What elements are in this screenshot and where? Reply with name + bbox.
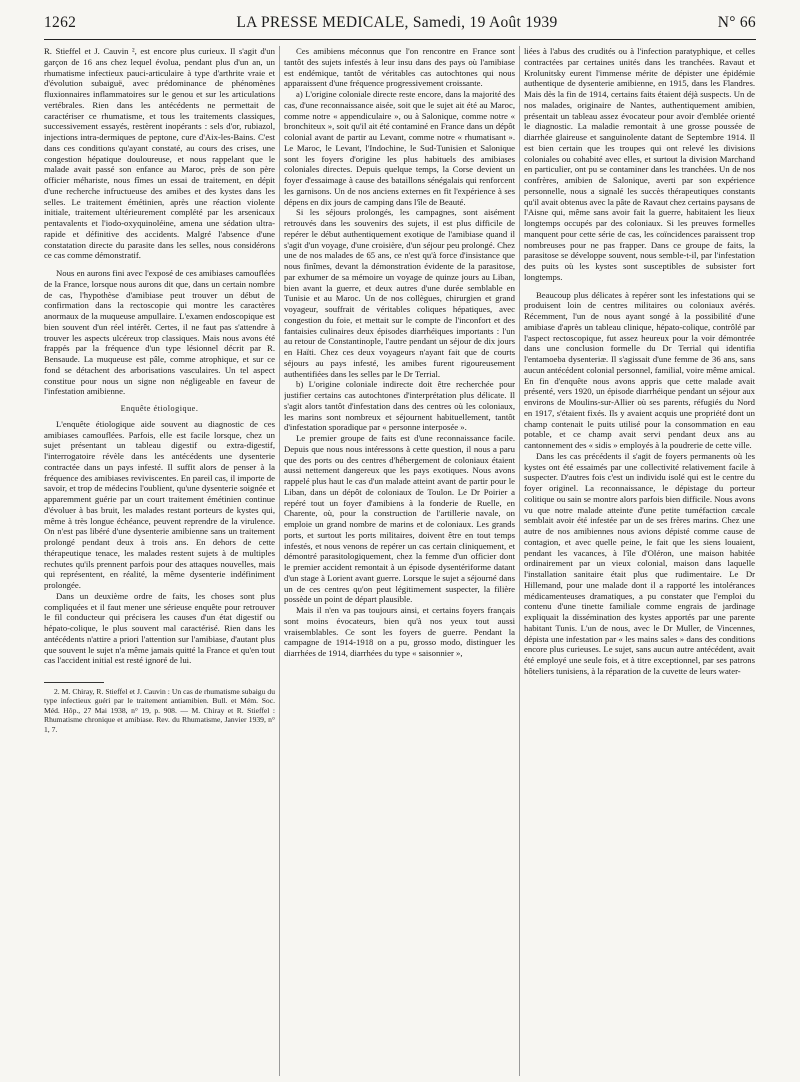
header-rule (44, 39, 756, 40)
column-1 (44, 46, 275, 1076)
column-divider (519, 46, 520, 1076)
paragraph: Mais il n'en va pas toujours ainsi, et certains foyers français sont moins évocateurs, bien qu'à nos yeux tout aussi vraisemblables. Ce sont les foyers de guerre. Pendant la campagne de 1914-1918 on a pu, grosso modo, distinguer les diarrhées de 1914, diarrhées du type « saisonnier », (284, 605, 515, 658)
paragraph: liées à l'abus des crudités ou à l'infection paratyphique, et celles contractées par certaines unités dans les tranchées. Ravaut et Krolunitsky eurent l'immense mérite de dépister une épidémie authentique de dysenterie amibienne, en 1915, dans les Flandres. Mais dès la fin de 1914, certains faits étaient déjà suspects. Un de nos malades, originaire de Nantes, authentiquement amibien, présentait un tableau assez évocateur pour avoir d'emblée orienté le diagnostic. La maladie remontait à une grosse poussée de diarrhée glaireuse et sanguinolente datant de Septembre 1914. Il est bien certain que les troupes qui ont relevé les divisions coloniales ou cohabité avec elles, et surtout la division Marchand en particulier, ont pu se contaminer dans les tranchées. Un de nos confrères, amibien de Salonique, averti par son expérience personnelle, nous a signalé les succès thérapeutiques constants qu'il avait obtenus avec la pâte de Ravaut chez certains paysans de l'Aisne qui, même sans avoir fait la guerre, habitaient les lieux longtemps occupés par des coloniaux. Si les preuves formelles manquent pour cette série de cas, les coïncidences paraissent trop nombreuses pour ne pas frapper. Dans ce groupe de faits, la parasitose se développe souvent, nous semble-t-il, par l'infestation des puits où les kystes sont susceptibles de subsister fort longtemps. (524, 46, 755, 282)
column-3 (524, 46, 755, 1076)
column-2 (284, 46, 515, 1076)
issue-number: N° 66 (717, 14, 756, 31)
footnote-separator (44, 682, 104, 683)
page-number: 1262 (44, 14, 77, 31)
paragraph: Dans les cas précédents il s'agit de foyers permanents où les kystes ont été essaimés par une collectivité relativement facile à suspecter. D'autres fois c'est un individu isolé qui est le centre du foyer originel. La reconnaissance, le dépistage du porteur colitique ou sain se montre alors parfois bien difficile. Nous avons vu que notre malade atteinte d'une petite tuméfaction cæcale semblait avoir été infestée par un de ses frères marins. Chez une autre de nos amibiennes nous avions dépisté comme cause de contagion, et avec quelle peine, le fait que les siens louaient, pendant les vacances, à l'île d'Oléron, une maison habitée ordinairement par un vieux colonial, maison dans laquelle l'installation sanitaire était plus que rudimentaire. Le Dr Hillemand, pour une malade dont il a rapporté les intolérances médicamenteuses dramatiques, a pu constater que l'emploi du contenu d'une tinette familiale comme engrais de jardinage expliquait la dissémination des kystes apportés par une parente habitant Tunis. L'un de nous, avec le Dr Muller, de Vincennes, dépista une infestation par « les mains sales » dans des conditions encore plus curieuses. Le sujet, sans aucun autre antécédent, avait été employé une seule fois, et à titre exceptionnel, par ses patrons hôteliers tunisiens, à la réparation de la cuvette de leurs water- (524, 450, 755, 676)
paragraph: Dans un deuxième ordre de faits, les choses sont plus compliquées et il faut mener une sérieuse enquête pour retrouver le fil conducteur qui précisera les causes d'un état digestif ou hépato-colique, le plus souvent mal caractérisé. Rien dans les antécédents n'attire a priori l'attention sur l'amibiase, d'autant plus que souvent le sujet n'a même jamais quitté la France et qu'en tout cas l'accident initial est resté ignoré de lui. (44, 590, 275, 666)
footnote: 2. M. Chiray, R. Stieffel et J. Cauvin : Un cas de rhumatisme subaigu du type infectieux guéri par le traitement antiamibien. Bull. et Mém. Soc. Méd. Hôp., 27 Mai 1938, n° 19, p. 908. — M. Chiray et R. Stieffel : Rhumatisme chronique et amibiase. Rev. du Rhumatisme, Janvier 1939, n° 1, 7. (44, 687, 275, 734)
column-divider (279, 46, 280, 1076)
paragraph: Nous en aurons fini avec l'exposé de ces amibiases camouflées de la France, lorsque nous aurons dit que, dans un certain nombre de cas, l'hypothèse d'amibiase peut trouver un début de confirmation dans la rectoscopie qui montre les caractères anormaux de la muqueuse ampullaire. L'examen endoscopique est bien souvent d'un réel intérêt. Certes, il ne faut pas s'attendre à trouver les aspects ulcéreux trop classiques. Mais nous avons été frappés par la fréquence d'un type lésionnel décrit par R. Bensaude. La muqueuse est pâle, comme atrophique, et sur ce fond se détachent des arborisations vasculaires. Un tel aspect constitue pour nous un signe non négligeable en faveur de l'infestation amibienne. (44, 268, 275, 397)
page-header (44, 14, 756, 38)
paragraph: Si les séjours prolongés, les campagnes, sont aisément retrouvés dans les souvenirs des sujets, il est plus difficile de repérer le début authentiquement exotique de l'amibiase quand il s'agit d'un voyage, d'une croisière, d'un séjour peu prolongé. Chez une de nos malades de 65 ans, ce n'est qu'à force d'insistance que nous finîmes, devant la démonstration évidente de la parasitose, par exhumer de sa mémoire un voyage de quinze jours au Liban, bien avant la guerre, et deux autres d'une durée semblable en Tunisie et au Maroc. Un de nos collègues, chirurgien et grand voyageur, souffrait de véritables coliques hépatiques, avec congestion du foie, et mettait sur le compte de l'inconfort et des fantaisies culinaires deux épisodes diarrhéiques importants : l'un au retour de Constantinople, l'autre pendant un séjour de dix jours en Haïti. Chez ces deux voyageurs n'ayant fait que de courts séjours au pays infesté, les amibes furent rigoureusement authentifiées dans les selles par le Dr Terrial. (284, 207, 515, 379)
paragraph: R. Stieffel et J. Cauvin ², est encore plus curieux. Il s'agit d'un garçon de 16 ans chez lequel évolua, pendant plus d'un an, un rhumatisme infectieux pauci-articulaire à type d'arthrite vraie et d'évolution subaiguë, avec prédominance de phénomènes fluxionnaires inflammatoires sur le genou et sur les articulations vertébrales. Rien dans les antécédents ne permettait de caractériser ce rhumatisme, et tous les traitements classiques, successivement essayés, restèrent inopérants : sels d'or, rubiazol, injections intra-dermiques de peptone, cure d'Aix-les-Bains. C'est dans ces conditions qu'ayant constaté, au cours des crises, une congestion hépatique douloureuse, et nous rappelant que le malade avait passé son enfance au Maroc, près de son père officier méhariste, nous fîmes un essai de traitement, en dépit d'une recherche infructueuse des amibes et des kystes dans les selles. Le traitement émétinien, après une réaction violente initiale, traitement ultérieurement complété par les arsenicaux pentavalents et l'iodo-oxyquinoléine, amena une sédation ultra-rapide et définitive des accidents. Malgré l'absence d'une constatation directe du parasite dans les selles, nous considérons ce cas comme démonstratif. (44, 46, 275, 261)
paragraph: a) L'origine coloniale directe reste encore, dans la majorité des cas, d'une reconnaissance aisée, soit que le sujet ait été au Maroc, comme notre « appendiculaire », ou à Salonique, comme notre « bronchiteux », soit qu'il ait été contaminé en France dans un dépôt colonial avant de partir au Levant, comme notre « rhumatisant ». Le Maroc, le Levant, l'Indochine, le Sud-Tunisien et Salonique sont les foyers d'origine les plus habituels des amibiases coloniales directes. Depuis quelque temps, la Corse devient un foyer d'essaimage à cause des bataillons sénégalais qui renforcent les garnisons. Un de nos anciens externes en fit l'expérience à ses dépens en dix jours de camping dans l'île de Beauté. (284, 89, 515, 207)
paragraph: Le premier groupe de faits est d'une reconnaissance facile. Depuis que nous nous intéressons à cette question, il nous a paru que des ports ou des centres d'hébergement de coloniaux étaient aussi nettement dangereux que les pays exotiques. Nous avons rappelé plus haut le cas d'un malade atteint avant de partir pour le Liban, dans un dépôt de coloniaux de Toulon. Le Dr Poirier a repéré tout un foyer d'amibiens à la fonderie de Ruelle, en Charente, où, pour la construction de l'artillerie navale, on emploie un grand nombre de marins et de coloniaux. Les grands ports, et surtout les ports militaires, doivent être en tout temps infestés, et nous venons de repérer un cas certain cliniquement, et démontré parasitologiquement, chez la femme d'un officier dont le premier accident remontait à un épisode dysentériforme datant d'un stage à Lorient avant guerre. Lorsque le sujet a séjourné dans un de ces centres qu'on peut légitimement suspecter, la filière possède un point de départ plausible. (284, 433, 515, 605)
paragraph: L'enquête étiologique aide souvent au diagnostic de ces amibiases camouflées. Parfois, elle est facile lorsque, chez un sujet présentant un tableau digestif ou extra-digestif, l'interrogatoire révèle dans les antécédents une dysenterie contractée dans un pays infesté. Il suffit alors de penser à la fréquence des amibiases reviviscentes. En pareil cas, il importe de savoir, et trop de médecins l'oublient, qu'une dysenterie soignée et apparemment guérie par un court traitement émétinien continue d'évoluer à bas bruit, les malades restant porteurs de kystes qui, même à très longue échéance, peuvent reprendre de la virulence. On n'est pas libéré d'une dysenterie amibienne sans un traitement prolongé pendant deux à trois ans. En dehors de cette thérapeutique tenace, les malades restent sujets à de multiples rechutes qu'ils prennent parfois pour des attaques nouvelles, mais qui représentent, en réalité, la même dysenterie indéfiniment prolongée. (44, 418, 275, 590)
paragraph: Beaucoup plus délicates à repérer sont les infestations qui se produisent loin de centres militaires ou coloniaux avérés. Récemment, l'un de nous ayant songé à la possibilité d'une amibiase d'après un tableau clinique, hépato-colique, contrôlé par l'aspect rectoscopique, fut assez heureux pour la voir démontrée dans une conclusion formelle du Dr Terrial qui identifia l'entamoeba dysenteriæ. Il s'agissait d'une femme de 36 ans, sans aucun antécédent colonial personnel, familial, voire même amical. En fin d'enquête nous avons appris que cette malade avait présenté, vers 1920, un épisode diarrhéique pendant un séjour aux environs de Moulins-sur-Allier où ses parents, réfugiés du Nord en 1917, s'étaient fixés. Ils y avaient acquis une propriété dont un champ contenait le puits utilisé pour la consommation en eau potable, et ce champ avait servi pendant deux ans au cantonnement des « sidis » employés à la poudrerie de cette ville. (524, 289, 755, 450)
journal-title: LA PRESSE MEDICALE, Samedi, 19 Août 1939 (236, 14, 558, 31)
section-heading: Enquête étiologique. (120, 404, 199, 413)
paragraph: Ces amibiens méconnus que l'on rencontre en France sont tantôt des sujets infestés à leur insu dans des pays où l'amibiase est endémique, tantôt de véritables cas autochtones qui nous apparaissent d'une fréquence progressivement croissante. (284, 46, 515, 89)
paragraph: b) L'origine coloniale indirecte doit être recherchée pour justifier certains cas autochtones d'interprétation plus délicate. Il s'agit alors tantôt d'infestation dans des centres où les coloniaux, les marins sont nombreux et séjournent habituellement, tantôt d'infestation sporadique par « personne interposée ». (284, 379, 515, 433)
